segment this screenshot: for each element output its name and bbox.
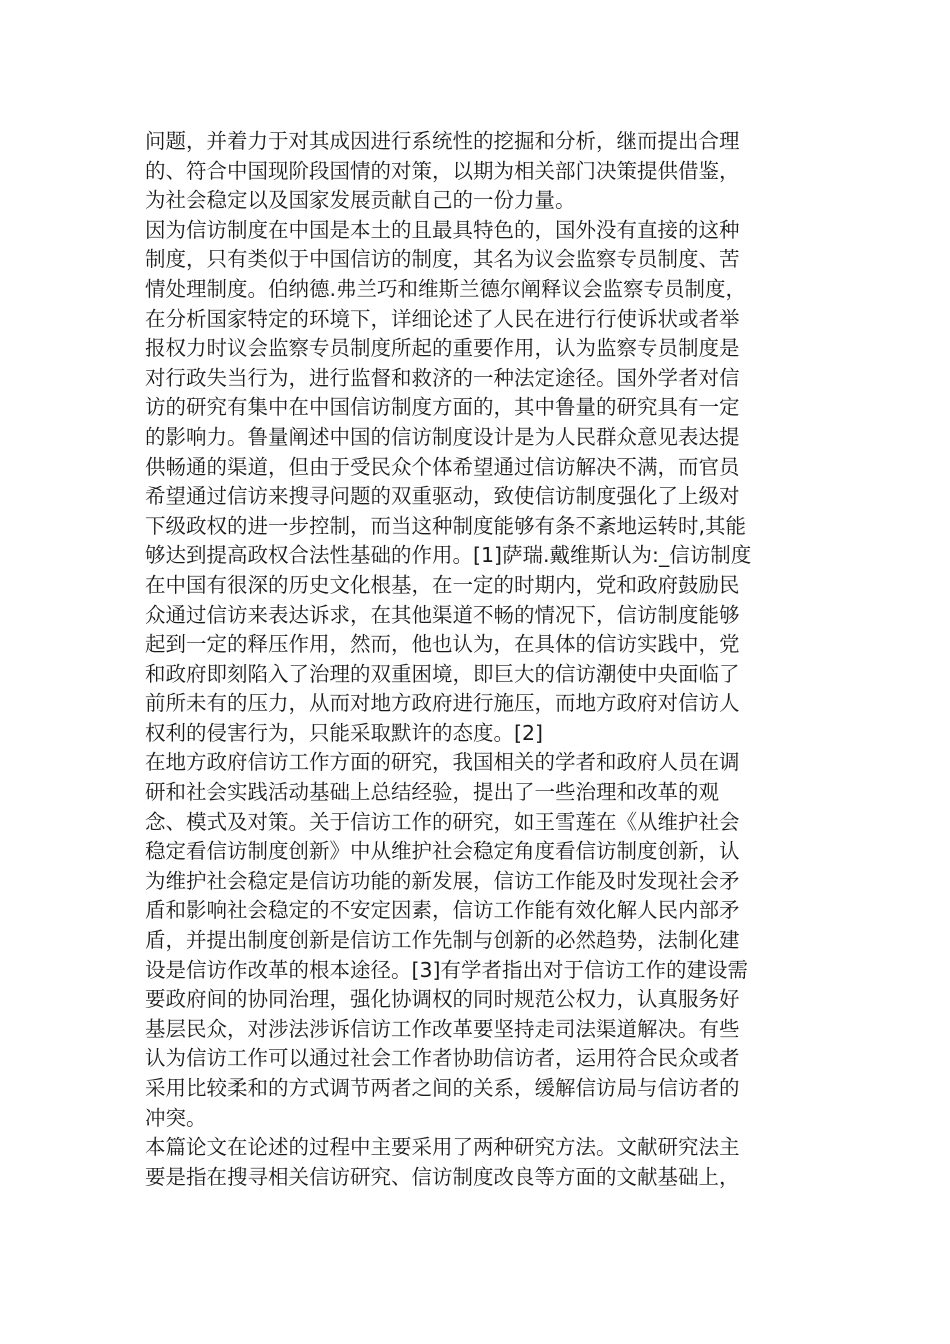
text-line: 稳定看信访制度创新》中从维护社会稳定角度看信访制度创新，认 (145, 839, 740, 864)
text-line: 问题，并着力于对其成因进行系统性的挖掘和分析，继而提出合理 (145, 129, 740, 153)
text-line: 情处理制度。伯纳德.弗兰巧和维斯兰德尔阐释议会监察专员制度， (145, 276, 747, 301)
text-line: 在地方政府信访工作方面的研究，我国相关的学者和政府人员在调 (145, 750, 740, 775)
text-line: 权利的侵害行为，只能采取默许的态度。[2] (145, 720, 544, 745)
text-line: 起到一定的释压作用，然而，他也认为，在具体的信访实践中，党 (145, 632, 740, 657)
text-line: 希望通过信访来搜寻问题的双重驱动，致使信访制度强化了上级对 (145, 484, 740, 509)
text-line: 和政府即刻陷入了治理的双重困境，即巨大的信访潮使中央面临了 (145, 661, 740, 686)
text-line: 下级政权的进一步控制，而当这种制度能够有条不紊地运转时,其能 (145, 513, 747, 538)
paragraph (145, 127, 807, 216)
text-line: 为维护社会稳定是信访功能的新发展，信访工作能及时发现社会矛 (145, 868, 740, 893)
text-line: 冲突。 (145, 1105, 207, 1130)
text-line: 要是指在搜寻相关信访研究、信访制度改良等方面的文献基础上， (145, 1164, 740, 1189)
text-line: 盾，并提出制度创新是信访工作先制与创新的必然趋势，法制化建 (145, 928, 740, 953)
text-line: 报权力时议会监察专员制度所起的重要作用，认为监察专员制度是 (145, 336, 740, 361)
body-text (145, 127, 807, 1192)
text-line: 为社会稳定以及国家发展贡献自己的一份力量。 (145, 188, 576, 213)
text-line: 本篇论文在论述的过程中主要采用了两种研究方法。文献研究法主 (145, 1135, 740, 1160)
text-line: 供畅通的渠道，但由于受民众个体希望通过信访解决不满，而官员 (145, 454, 740, 479)
text-line: 制度，只有类似于中国信访的制度，其名为议会监察专员制度、苦 (145, 247, 740, 272)
text-line: 对行政失当行为，进行监督和救济的一种法定途径。国外学者对信 (145, 365, 740, 390)
paragraph (145, 1133, 807, 1192)
text-line: 的影响力。鲁量阐述中国的信访制度设计是为人民群众意见表达提 (145, 424, 740, 449)
text-line: 访的研究有集中在中国信访制度方面的，其中鲁量的研究具有一定 (145, 395, 740, 420)
text-line: 研和社会实践活动基础上总结经验，提出了一些治理和改革的观 (145, 780, 719, 805)
paragraph (145, 216, 807, 749)
text-line: 念、模式及对策。关于信访工作的研究，如王雪莲在《从维护社会 (145, 809, 740, 834)
text-line: 盾和影响社会稳定的不安定因素，信访工作能有效化解人民内部矛 (145, 898, 740, 923)
text-line: 要政府间的协同治理，强化协调权的同时规范公权力，认真服务好 (145, 987, 740, 1012)
paragraph (145, 748, 807, 1133)
text-line: 设是信访作改革的根本途径。[3]有学者指出对于信访工作的建设需 (145, 957, 749, 982)
text-line: 前所未有的压力，从而对地方政府进行施压，而地方政府对信访人 (145, 691, 740, 716)
text-line: 采用比较柔和的方式调节两者之间的关系，缓解信访局与信访者的 (145, 1076, 740, 1100)
text-line: 在中国有很深的历史文化根基，在一定的时期内，党和政府鼓励民 (145, 572, 740, 597)
text-line: 认为信访工作可以通过社会工作者协助信访者，运用符合民众或者 (145, 1046, 740, 1071)
text-line: 在分析国家特定的环境下，详细论述了人民在进行行使诉状或者举 (145, 306, 740, 331)
text-line: 基层民众，对涉法涉诉信访工作改革要坚持走司法渠道解决。有些 (145, 1016, 740, 1041)
text-line: 众通过信访来表达诉求，在其他渠道不畅的情况下，信访制度能够 (145, 602, 740, 627)
text-line: 的、符合中国现阶段国情的对策，以期为相关部门决策提供借鉴， (145, 158, 740, 183)
text-line: 因为信访制度在中国是本土的且最具特色的，国外没有直接的这种 (145, 217, 740, 242)
text-line: 够达到提高政权合法性基础的作用。[1]萨瑞.戴维斯认为:_信访制度 (145, 543, 752, 568)
